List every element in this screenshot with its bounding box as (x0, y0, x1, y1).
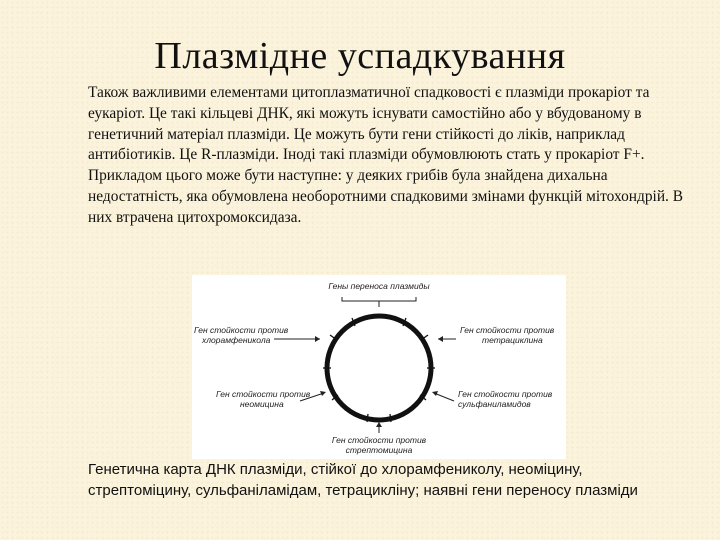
transfer-genes-label: Гены переноса плазмиды (328, 281, 430, 291)
tetracycline-label-line1: Ген стойкости против (460, 325, 555, 335)
sulfonamide-label-line2: сульфаниламидов (458, 399, 531, 409)
sulfonamide-label-line1: Ген стойкости против (458, 389, 553, 399)
figure-caption: Генетична карта ДНК плазміди, стійкої до хлорамфениколу, неоміцину, стрептоміцину, сульфаніламідам, тетрацикліну; наявні гени переносу плазміди (88, 461, 638, 499)
streptomycin-label-line1: Ген стойкости против (331, 435, 427, 445)
sulfonamide-pointer (434, 393, 454, 401)
plasmid-map-figure (192, 275, 566, 459)
transfer-genes-bracket (342, 297, 416, 301)
sulfonamide-arrowhead (432, 391, 438, 396)
slide-title: Плазмідне успадкування (154, 35, 566, 77)
streptomycin-label-line2: стрептомицина (345, 445, 413, 455)
neomycin-arrowhead (320, 391, 326, 396)
plasmid-ring (327, 316, 431, 420)
body-paragraph: Також важливими елементами цитоплазматичної спадковості є плазміди прокаріот та еукаріот. Це такі кільцеві ДНК, які можуть існувати самостійно або у вбудованому в генетичний матеріал плазміди. Це можуть бути гени стійкості до ліків, наприклад антибіотиків. Це R-плазміди. Іноді такі плазміди обумовлюють стать у прокаріот F+. Прикладом цього може бути наступне: у деяких грибів була знайдена дихальна недостатність, яка обумовлена необоротними спадковими змінами функцій мітохондрій. В них втрачена цитохромоксидаза. (88, 84, 684, 226)
chloramphenicol-arrowhead (315, 336, 320, 342)
neomycin-label-line1: Ген стойкости против (216, 389, 311, 399)
chloramphenicol-label-line2: хлорамфеникола (202, 335, 271, 345)
plasmid-map-diagram (192, 275, 566, 459)
tetracycline-label-line2: тетрациклина (482, 335, 543, 345)
neomycin-label-line2: неомицина (240, 399, 284, 409)
streptomycin-arrowhead (376, 422, 382, 427)
tetracycline-arrowhead (438, 336, 443, 342)
chloramphenicol-label-line1: Ген стойкости против (194, 325, 289, 335)
